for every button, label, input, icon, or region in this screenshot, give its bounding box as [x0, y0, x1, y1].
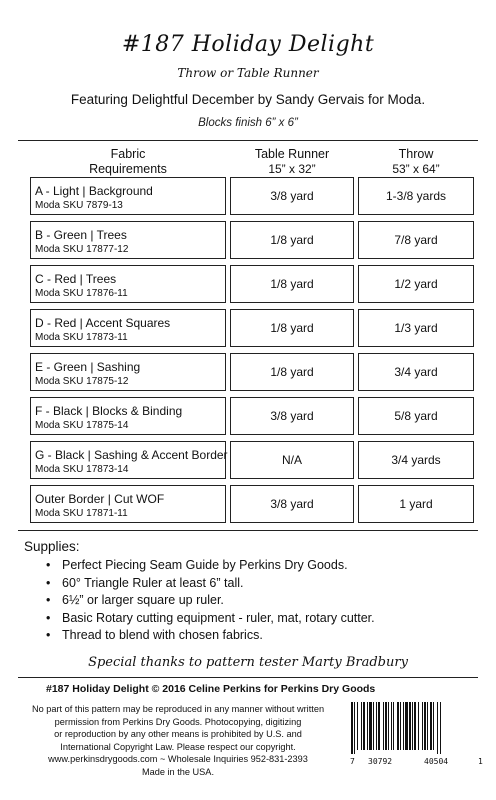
fabric-name: B - Green | Trees: [35, 228, 127, 242]
copyright-line: #187 Holiday Delight © 2016 Celine Perkins for Perkins Dry Goods: [46, 683, 376, 695]
barcode-bar: [414, 702, 416, 750]
supply-item: [46, 592, 375, 610]
fabric-sku: Moda SKU 17875-14: [35, 420, 129, 431]
throw-cell: [358, 353, 474, 391]
barcode-bar: [376, 702, 377, 750]
runner-cell: [230, 397, 354, 435]
supply-item: [46, 627, 375, 645]
fabric-sku: Moda SKU 17876-11: [35, 288, 128, 299]
throw-amount: 1 yard: [399, 497, 433, 511]
throw-amount: 1/3 yard: [394, 321, 438, 335]
throw-cell: [358, 177, 474, 215]
barcode-bar: [424, 702, 426, 750]
barcode-bar: [418, 702, 419, 750]
throw-cell: [358, 441, 474, 479]
barcode-bar: [440, 702, 441, 754]
barcode-bar: [388, 702, 389, 750]
runner-cell: [230, 353, 354, 391]
fabric-name: F - Black | Blocks & Binding: [35, 404, 183, 418]
fabric-sku: Moda SKU 17871-11: [35, 508, 128, 519]
fabric-cell: [30, 221, 226, 259]
header-fabric-line1: Fabric: [110, 147, 146, 161]
bullet-icon: •: [46, 593, 51, 607]
runner-amount: 1/8 yard: [270, 321, 314, 335]
header-fabric-line2: Requirements: [89, 162, 167, 176]
barcode-bar: [397, 702, 399, 750]
fabric-row: [30, 397, 474, 435]
barcode-bar: [351, 702, 353, 754]
supply-text: Thread to blend with chosen fabrics.: [62, 628, 263, 642]
fabric-cell: [30, 353, 226, 391]
runner-cell: [230, 265, 354, 303]
throw-amount: 3/4 yard: [394, 365, 438, 379]
throw-amount: 7/8 yard: [394, 233, 438, 247]
supplies-heading: Supplies:: [24, 539, 80, 554]
fabric-name: Outer Border | Cut WOF: [35, 492, 165, 506]
runner-amount: 3/8 yard: [270, 189, 314, 203]
barcode-bar: [367, 702, 368, 750]
barcode-bar: [354, 702, 355, 754]
fabric-row: [30, 485, 474, 523]
fabric-sku: Moda SKU 17877-12: [35, 244, 129, 255]
runner-amount: 1/8 yard: [270, 277, 314, 291]
footer-rule: [18, 677, 478, 678]
supplies-list: [46, 557, 375, 645]
barcode-digit: 40504: [424, 757, 449, 766]
barcode-icon: [349, 702, 481, 754]
header-fabric: [30, 147, 226, 177]
fabric-cell: [30, 177, 226, 215]
header-throw-size: 53” x 64”: [392, 162, 440, 176]
barcode-bar: [357, 702, 358, 750]
fabric-row: [30, 353, 474, 391]
header-runner-size: 15” x 32”: [268, 162, 316, 176]
barcode-digit: 1: [478, 757, 483, 766]
legal-line: permission from Perkins Dry Goods. Photocopying, digitizing: [54, 716, 302, 727]
blocks-finish: Blocks finish 6” x 6”: [198, 117, 298, 129]
barcode-bar: [373, 702, 374, 750]
barcode-bar: [403, 702, 404, 750]
runner-amount: 3/8 yard: [270, 409, 314, 423]
runner-cell: [230, 309, 354, 347]
barcode-digit: 30792: [368, 757, 393, 766]
header-throw: [358, 147, 474, 177]
throw-cell: [358, 221, 474, 259]
bullet-icon: •: [46, 558, 51, 572]
fabric-row: [30, 441, 474, 479]
barcode-bar: [409, 702, 411, 750]
runner-cell: [230, 177, 354, 215]
barcode-bar: [422, 702, 423, 750]
fabric-sku: Moda SKU 7879-13: [35, 200, 123, 211]
runner-cell: [230, 441, 354, 479]
fabric-cell: [30, 485, 226, 523]
barcode-bar: [430, 702, 432, 750]
special-thanks: Special thanks to pattern tester Marty Bradbury: [88, 655, 408, 670]
fabric-name: D - Red | Accent Squares: [35, 316, 171, 330]
runner-amount: 3/8 yard: [270, 497, 314, 511]
fabric-cell: [30, 265, 226, 303]
legal-line: No part of this pattern may be reproduced in any manner without written: [31, 704, 325, 714]
fabric-sku: Moda SKU 17875-12: [35, 376, 129, 387]
barcode-bar: [405, 702, 408, 750]
throw-cell: [358, 309, 474, 347]
runner-amount: N/A: [281, 453, 302, 467]
barcode-bar: [385, 702, 387, 750]
throw-amount: 3/4 yards: [391, 453, 441, 467]
barcode-bar: [378, 702, 380, 750]
bullet-icon: •: [46, 628, 51, 642]
supply-item: [46, 610, 375, 628]
header-table-runner: [230, 147, 354, 177]
barcode-bar: [383, 702, 384, 750]
throw-amount: 5/8 yard: [394, 409, 438, 423]
fabric-row: [30, 221, 474, 259]
header-runner-line1: Table Runner: [254, 147, 330, 161]
throw-cell: [358, 265, 474, 303]
legal-line: www.perkinsdrygoods.com ~ Wholesale Inquiries 952-831-2393: [48, 754, 308, 764]
throw-amount: 1/2 yard: [394, 277, 438, 291]
barcode-bar: [369, 702, 372, 750]
barcode-bar: [427, 702, 428, 750]
barcode-bar: [361, 702, 362, 750]
fabric-sku: Moda SKU 17873-14: [35, 464, 129, 475]
legal-notice: [30, 703, 326, 778]
barcode-bar: [391, 702, 392, 750]
legal-line: Made in the USA.: [141, 766, 214, 777]
fabric-row: [30, 177, 474, 215]
bullet-icon: •: [46, 610, 51, 625]
runner-cell: [230, 221, 354, 259]
table-top-rule: [18, 140, 478, 141]
supply-text: 6½” or larger square up ruler.: [62, 593, 224, 607]
runner-amount: 1/8 yard: [270, 365, 314, 379]
supply-text: 60° Triangle Ruler at least 6” tall.: [62, 575, 244, 590]
fabric-name: C - Red | Trees: [35, 272, 117, 286]
fabric-cell: [30, 397, 226, 435]
barcode-bar: [433, 702, 434, 750]
barcode-bar: [400, 702, 401, 750]
runner-cell: [230, 485, 354, 523]
pattern-title: #187 Holiday Delight: [121, 32, 375, 57]
header-throw-line1: Throw: [398, 147, 434, 161]
table-bottom-rule: [18, 530, 478, 531]
fabric-cell: [30, 309, 226, 347]
fabric-cell: [30, 441, 226, 479]
barcode-digit: 7: [350, 757, 355, 766]
fabric-sku: Moda SKU 17873-11: [35, 332, 128, 343]
legal-line: or reproduction by any other means is prohibited by U.S. and: [54, 729, 302, 739]
fabric-name: E - Green | Sashing: [35, 360, 141, 374]
supply-text: Perfect Piecing Seam Guide by Perkins Dry Goods.: [62, 558, 348, 572]
fabric-name: A - Light | Background: [35, 184, 153, 198]
supply-item: [46, 557, 375, 575]
fabric-row: [30, 309, 474, 347]
bullet-icon: •: [46, 575, 51, 590]
runner-amount: 1/8 yard: [270, 233, 314, 247]
throw-amount: 1-3/8 yards: [385, 189, 447, 203]
throw-cell: [358, 397, 474, 435]
barcode-bar: [393, 702, 394, 750]
legal-line: International Copyright Law. Please respect our copyright.: [60, 741, 296, 752]
fabric-name: G - Black | Sashing & Accent Border: [35, 448, 228, 462]
featuring-line: Featuring Delightful December by Sandy Gervais for Moda.: [70, 92, 426, 107]
pattern-subtitle: Throw or Table Runner: [177, 66, 319, 80]
throw-cell: [358, 485, 474, 523]
barcode-bar: [363, 702, 365, 750]
supply-item: [46, 575, 375, 593]
fabric-row: [30, 265, 474, 303]
barcode-bar: [412, 702, 413, 750]
supply-text: Basic Rotary cutting equipment - ruler, mat, rotary cutter.: [62, 610, 375, 625]
barcode-bar: [437, 702, 438, 754]
